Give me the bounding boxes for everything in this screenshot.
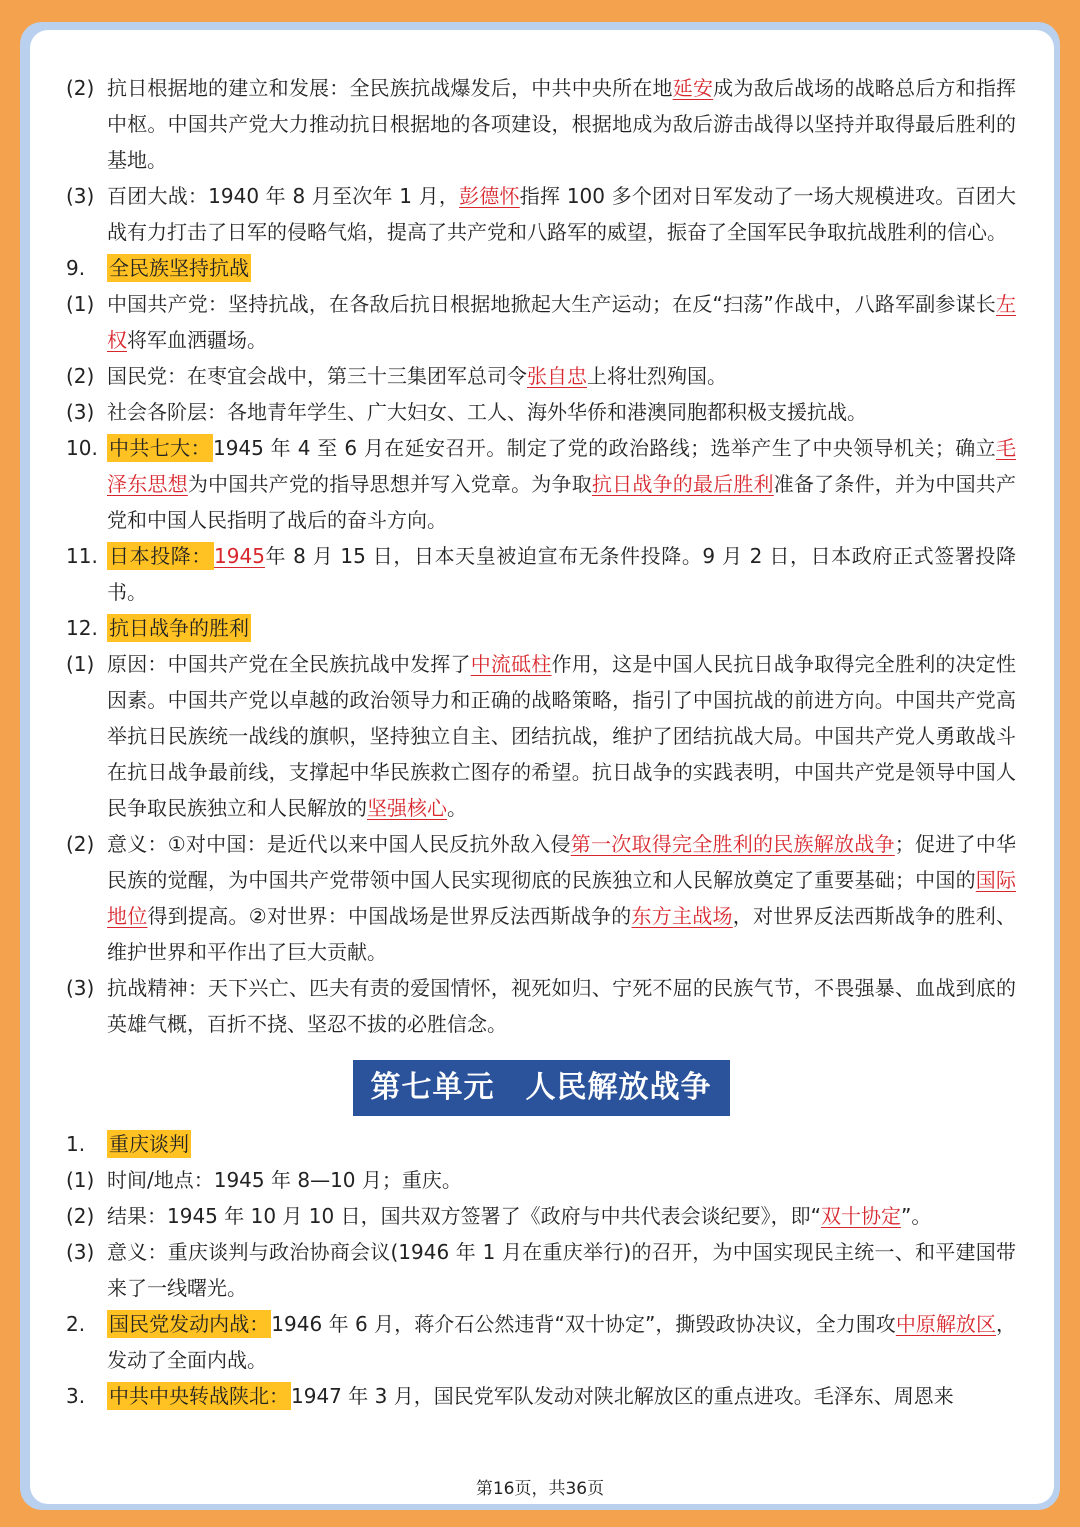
page-number: 第16页，共36页 (475, 1479, 605, 1499)
list-item (66, 178, 1016, 250)
key-term: 双十协定 (820, 1204, 901, 1228)
section-heading (66, 1378, 1016, 1414)
item-number: (3) (66, 1240, 95, 1264)
key-term: 中流砥柱 (470, 652, 552, 676)
section-heading (66, 250, 1016, 286)
key-term: 中原解放区 (895, 1312, 997, 1336)
item-number: (1) (66, 652, 95, 676)
item-text: 原因：中国共产党在全民族抗战中发挥了中流砥柱作用，这是中国人民抗日战争取得完全胜利的决定性因素。中国共产党以卓越的政治领导力和正确的战略策略，指引了中国抗战的前进方向。中国共产党高举抗日民族统一战线的旗帜，坚持独立自主、团结抗战，维护了团结抗战大局。中国共产党人勇敢战斗在抗日战争最前线，支撑起中华民族救亡图存的希望。抗日战争的实践表明，中国共产党是领导中国人民争取民族独立和人民解放的坚强核心。 (107, 652, 1017, 820)
section-heading (66, 610, 1016, 646)
item-text: 意义：①对中国：是近代以来中国人民反抗外敌入侵第一次取得完全胜利的民族解放战争；促进了中华民族的觉醒，为中国共产党带领中国人民实现彻底的民族独立和人民解放奠定了重要基础；中国的国际地位得到提高。②对世界：中国战场是世界反法西斯战争的东方主战场，对世界反法西斯战争的胜利、维护世界和平作出了巨大贡献。 (107, 832, 1017, 964)
item-number: (2) (66, 1204, 95, 1228)
section-title: 中共七大： (109, 436, 211, 460)
section-heading (66, 430, 1016, 538)
unit-title-wrap (66, 1060, 1016, 1116)
list-item (66, 70, 1016, 178)
section-heading (66, 1306, 1016, 1378)
item-text: 中共中央转战陕北： 1947 年 3 月，国民党军队发动对陕北解放区的重点进攻。毛泽东、周恩来 (109, 1384, 954, 1408)
section-title: 全民族坚持抗战 (109, 256, 249, 280)
section-number: 2. (66, 1312, 86, 1336)
unit-title: 第七单元 人民解放战争 (353, 1060, 730, 1116)
section-title: 重庆谈判 (109, 1132, 189, 1156)
section-title: 中共中央转战陕北： (109, 1384, 289, 1408)
section-title: 抗日战争的胜利 (109, 616, 249, 640)
list-item (66, 1162, 1016, 1198)
section-number: 10. (66, 436, 98, 460)
item-number: (1) (66, 292, 95, 316)
item-text: 意义：重庆谈判与政治协商会议(1946 年 1 月在重庆举行)的召开，为中国实现民主统一、和平建国带来了一线曙光。 (107, 1240, 1016, 1300)
item-number: (1) (66, 1168, 95, 1192)
document-body (66, 70, 1016, 1414)
list-item (66, 286, 1016, 358)
section-number: 3. (66, 1384, 86, 1408)
item-text: 结果：1945 年 10 月 10 日，国共双方签署了《政府与中共代表会谈纪要》，即“双十协定”。 (107, 1204, 932, 1228)
section-title: 日本投降： (109, 544, 213, 568)
section-heading (66, 1126, 1016, 1162)
item-text: 中共七大： 1945 年 4 至 6 月在延安召开。制定了党的政治路线；选举产生了中央领导机关；确立毛泽东思想为中国共产党的指导思想并写入党章。为争取抗日战争的最后胜利准备了条件，并为中国共产党和中国人民指明了战后的奋斗方向。 (107, 436, 1017, 532)
item-text: 抗战精神：天下兴亡、匹夫有责的爱国情怀，视死如归、宁死不屈的民族气节，不畏强暴、血战到底的英雄气概，百折不挠、坚忍不拔的必胜信念。 (107, 976, 1016, 1036)
key-term: 坚强核心 (367, 796, 447, 820)
item-text: 中国共产党：坚持抗战，在各敌后抗日根据地掀起大生产运动；在反“扫荡”作战中，八路军副参谋长左权将军血洒疆场。 (107, 292, 1016, 352)
section-number: 9. (66, 256, 86, 280)
key-term: 彭德怀 (459, 184, 520, 208)
key-term: 1945 (214, 544, 265, 568)
list-item (66, 358, 1016, 394)
item-number: (3) (66, 400, 95, 424)
key-term: 第一次取得完全胜利的民族解放战争 (570, 832, 895, 856)
item-text: 抗日根据地的建立和发展：全民族抗战爆发后，中共中央所在地延安成为敌后战场的战略总后方和指挥中枢。中国共产党大力推动抗日根据地的各项建设，根据地成为敌后游击战得以坚持并取得最后胜利的基地。 (107, 76, 1017, 172)
item-number: (2) (66, 832, 95, 856)
item-text: 国民党：在枣宜会战中，第三十三集团军总司令张自忠上将壮烈殉国。 (107, 364, 727, 388)
key-term: 左权 (107, 292, 1016, 352)
key-term: 东方主战场 (631, 904, 733, 928)
item-text: 百团大战：1940 年 8 月至次年 1 月，彭德怀指挥 100 多个团对日军发动了一场大规模进攻。百团大战有力打击了日军的侵略气焰，提高了共产党和八路军的威望，振奋了全国军民争取抗战胜利的信心。 (107, 184, 1017, 244)
item-number: (3) (66, 184, 95, 208)
list-item (66, 826, 1016, 970)
item-text: 国民党发动内战： 1946 年 6 月，蒋介石公然违背“双十协定”，撕毁政协决议，全力围攻中原解放区，发动了全面内战。 (107, 1312, 1017, 1372)
key-term: 毛泽东思想 (107, 436, 1017, 496)
item-text: 时间/地点：1945 年 8—10 月；重庆。 (107, 1168, 462, 1192)
section-title: 国民党发动内战： (109, 1312, 270, 1336)
list-item (66, 646, 1016, 826)
key-term: 延安 (672, 76, 714, 100)
list-item (66, 394, 1016, 430)
list-item (66, 1234, 1016, 1306)
item-number: (2) (66, 364, 95, 388)
section-number: 1. (66, 1132, 86, 1156)
item-text: 社会各阶层：各地青年学生、广大妇女、工人、海外华侨和港澳同胞都积极支援抗战。 (107, 400, 867, 424)
list-item (66, 970, 1016, 1042)
list-item (66, 1198, 1016, 1234)
item-number: (2) (66, 76, 95, 100)
item-text: 日本投降： 1945年 8 月 15 日，日本天皇被迫宣布无条件投降。9 月 2 日，日本政府正式签署投降书。 (107, 544, 1017, 604)
item-number: (3) (66, 976, 95, 1000)
key-term: 国际地位 (107, 868, 1017, 928)
section-number: 11. (66, 544, 98, 568)
section-heading (66, 538, 1016, 610)
section-number: 12. (66, 616, 98, 640)
key-term: 抗日战争的最后胜利 (591, 472, 774, 496)
key-term: 张自忠 (527, 364, 587, 388)
